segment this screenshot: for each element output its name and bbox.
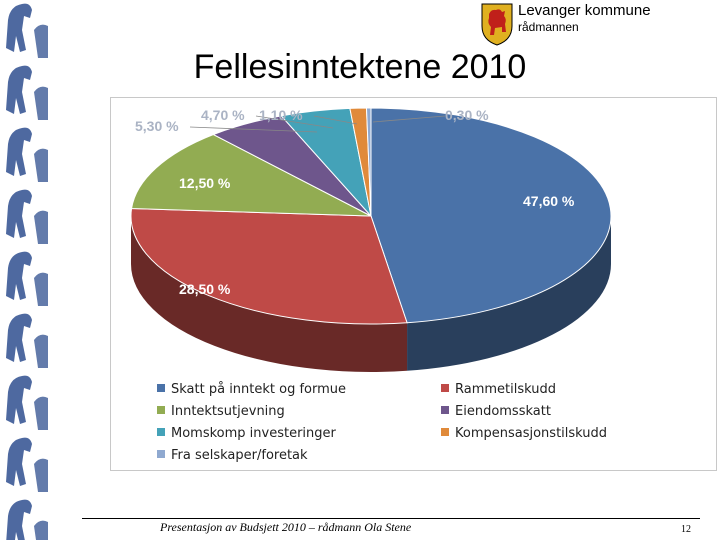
data-label: 28,50 % <box>179 281 231 297</box>
organization-name: Levanger kommune <box>518 2 651 19</box>
data-label: 1,10 % <box>259 107 303 123</box>
data-label: 5,30 % <box>135 118 179 134</box>
legend-swatch <box>441 384 449 392</box>
legend-swatch <box>441 428 449 436</box>
slide-title: Fellesinntektene 2010 <box>193 48 527 86</box>
page-number: 12 <box>681 524 691 535</box>
legend-swatch <box>157 406 165 414</box>
legend-label: Inntektsutjevning <box>171 404 285 419</box>
data-label: 0,30 % <box>445 107 489 123</box>
legend-label: Rammetilskudd <box>455 382 557 397</box>
footer-caption: Presentasjon av Budsjett 2010 – rådmann Ola Stene <box>160 520 412 534</box>
legend-label: Kompensasjonstilskudd <box>455 426 608 441</box>
legend-label: Eiendomsskatt <box>455 404 551 419</box>
legend-swatch <box>157 428 165 436</box>
legend-label: Skatt på inntekt og formue <box>171 382 347 397</box>
data-label: 47,60 % <box>523 193 575 209</box>
legend-swatch <box>157 384 165 392</box>
legend-label: Momskomp investeringer <box>171 426 336 441</box>
data-label: 12,50 % <box>179 175 231 191</box>
footer-divider <box>82 518 700 519</box>
organization-subtitle: rådmannen <box>518 20 579 34</box>
legend-label: Fra selskaper/foretak <box>171 448 308 463</box>
pie-chart <box>111 98 716 470</box>
chart-frame <box>110 97 717 471</box>
municipality-shield-logo <box>480 2 514 46</box>
data-label: 4,70 % <box>201 107 245 123</box>
legend-swatch <box>157 450 165 458</box>
legend-swatch <box>441 406 449 414</box>
header-logo-block <box>480 2 651 46</box>
